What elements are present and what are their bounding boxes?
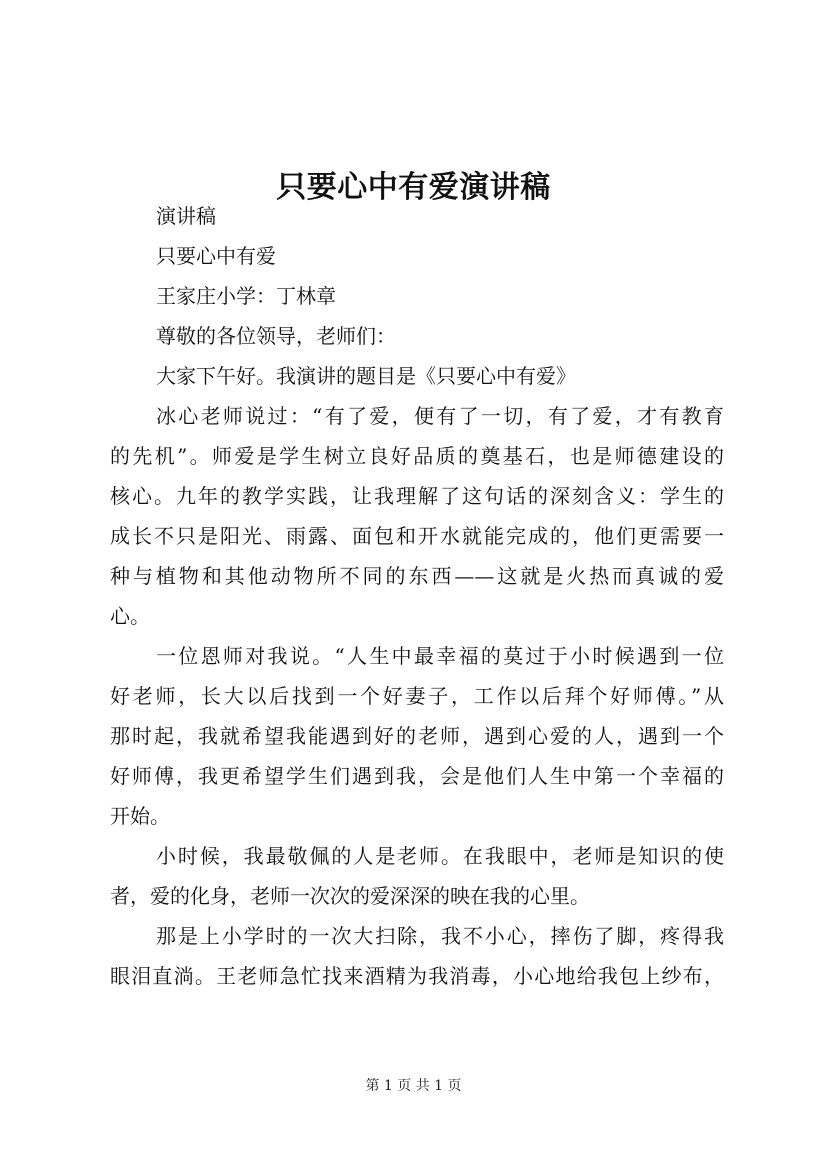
text-line: 小时候，我最敬佩的人是老师。在我眼中，老师是知识的使 [156, 844, 724, 868]
text-line: 眼泪直淌。王老师急忙找来酒精为我消毒，小心地给我包上纱布， [110, 964, 724, 988]
text-line: 冰心老师说过：“有了爱，便有了一切，有了爱，才有教育 [156, 404, 724, 428]
text-line: 者，爱的化身，老师一次次的爱深深的映在我的心里。 [110, 884, 590, 908]
text-line: 种与植物和其他动物所不同的东西——这就是火热而真诚的爱 [110, 564, 724, 588]
text-line: 王家庄小学：丁林章 [156, 284, 336, 308]
text-line: 尊敬的各位领导，老师们： [156, 324, 396, 348]
text-line: 核心。九年的教学实践，让我理解了这句话的深刻含义：学生的 [110, 484, 724, 508]
text-line: 开始。 [110, 804, 170, 828]
text-line: 的先机”。师爱是学生树立良好品质的奠基石，也是师德建设的 [110, 444, 724, 468]
text-line: 好师傅，我更希望学生们遇到我，会是他们人生中第一个幸福的 [110, 764, 724, 788]
document-title: 只要心中有爱演讲稿 [276, 170, 551, 206]
text-line: 演讲稿 [156, 204, 216, 228]
text-line: 那是上小学时的一次大扫除，我不小心，摔伤了脚，疼得我 [156, 924, 724, 948]
document-body [110, 196, 724, 996]
text-line: 一位恩师对我说。“人生中最幸福的莫过于小时候遇到一位 [156, 644, 724, 668]
text-line: 只要心中有爱 [156, 244, 276, 268]
text-line: 成长不只是阳光、雨露、面包和开水就能完成的，他们更需要一 [110, 524, 724, 548]
text-line: 大家下午好。我演讲的题目是《只要心中有爱》 [156, 364, 576, 388]
text-line: 心。 [110, 604, 150, 628]
page-footer: 第 1 页 共 1 页 [365, 1078, 462, 1094]
text-line: 好老师，长大以后找到一个好妻子，工作以后拜个好师傅。”从 [110, 684, 724, 708]
text-line: 那时起，我就希望我能遇到好的老师，遇到心爱的人，遇到一个 [110, 724, 724, 748]
